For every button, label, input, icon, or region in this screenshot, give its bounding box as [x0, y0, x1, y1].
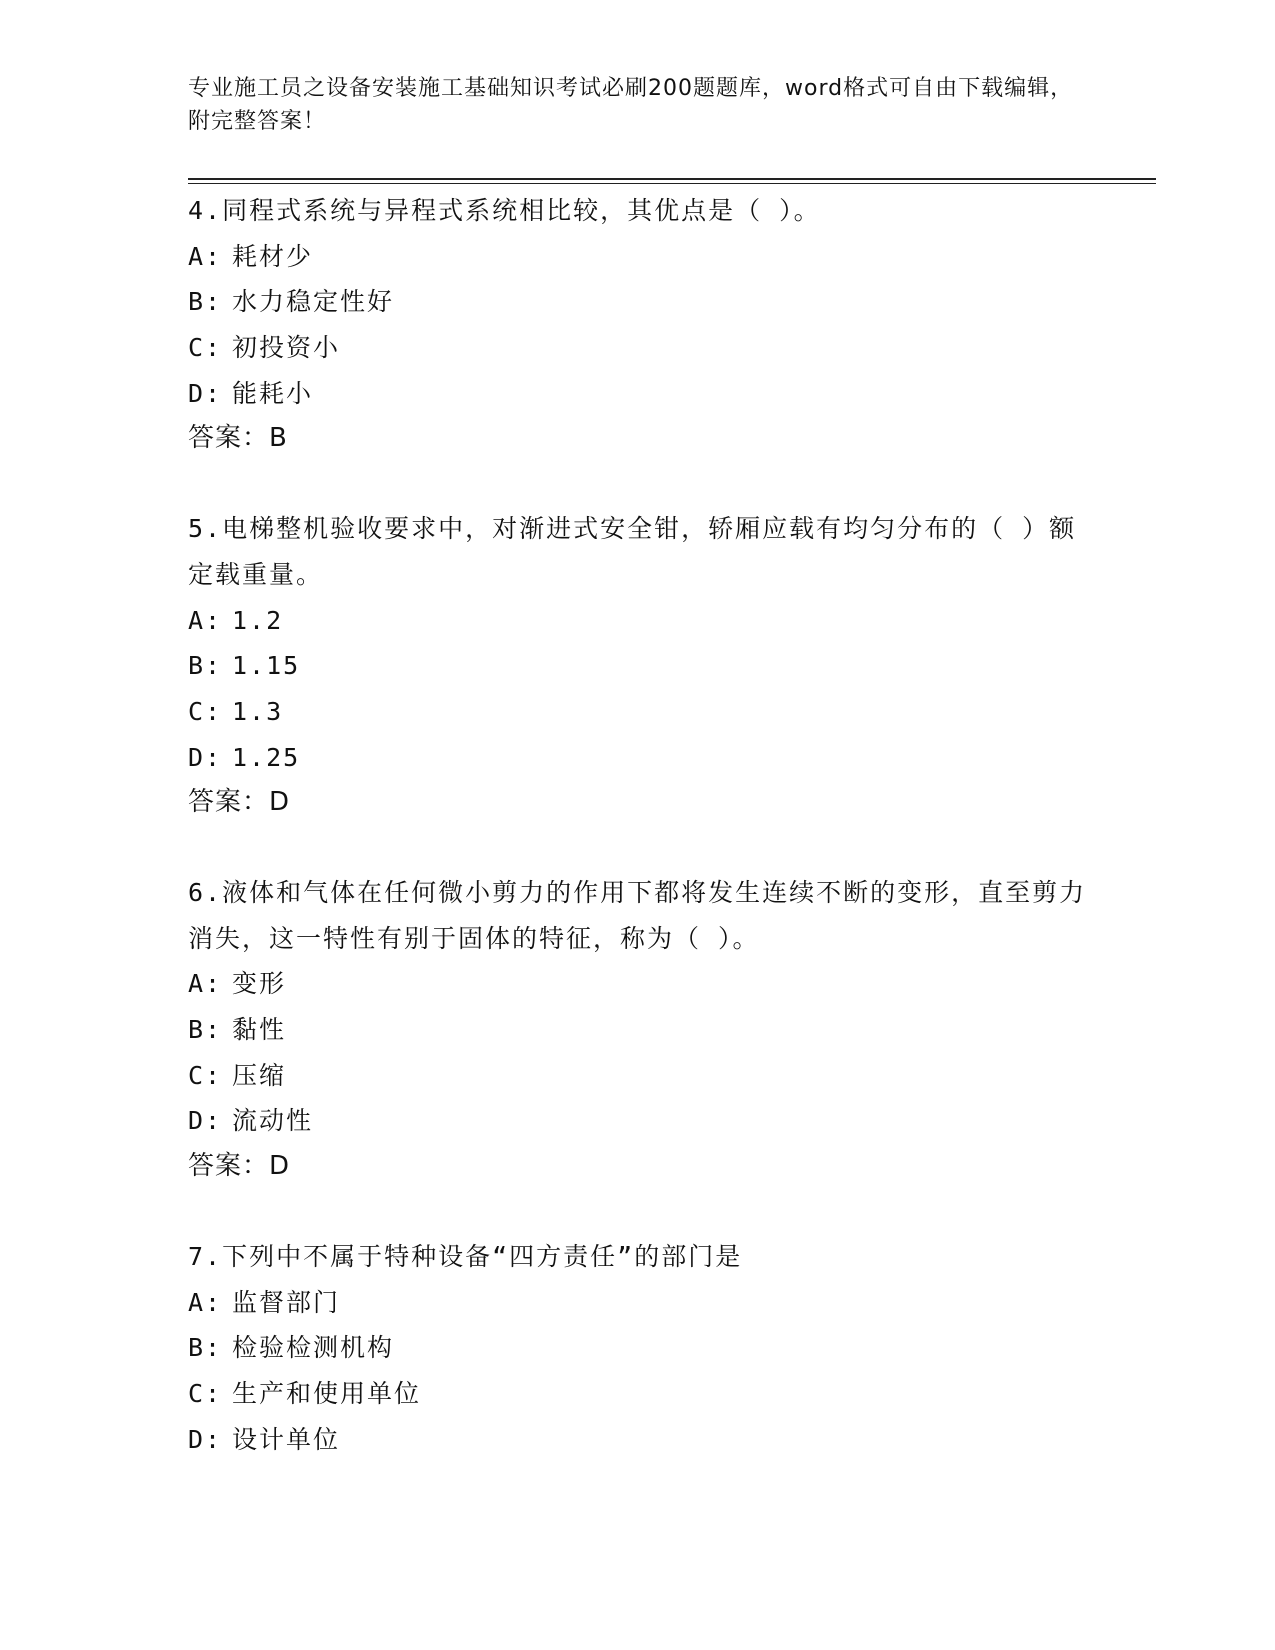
question-text: 4.同程式系统与异程式系统相比较，其优点是（ ）。 — [188, 196, 821, 225]
option-label: B: — [188, 1015, 223, 1045]
option-b — [188, 279, 1088, 325]
option-label: C: — [188, 1060, 223, 1090]
question-text: 6.液体和气体在任何微小剪力的作用下都将发生连续不断的变形，直至剪力消失，这一特性有别于固体的特征，称为（ ）。 — [188, 877, 1087, 953]
option-label: D: — [188, 1424, 223, 1454]
option-text: 生产和使用单位 — [232, 1378, 422, 1408]
option-text: 1.25 — [232, 742, 301, 772]
option-text: 流动性 — [232, 1106, 314, 1136]
option-d — [188, 371, 1088, 417]
option-label: C: — [188, 696, 223, 726]
question-text: 7.下列中不属于特种设备“四方责任”的部门是 — [188, 1241, 743, 1271]
option-label: C: — [188, 333, 223, 363]
answer-line: 答案：D — [188, 787, 291, 818]
option-c — [188, 325, 1088, 371]
option-b — [188, 1325, 1088, 1371]
option-c — [188, 689, 1088, 735]
option-a — [188, 234, 1088, 280]
question-block — [188, 1234, 1088, 1462]
question-list — [188, 188, 1088, 1506]
option-text: 黏性 — [232, 1015, 287, 1045]
question-block — [188, 506, 1088, 826]
option-d — [188, 735, 1088, 781]
option-label: B: — [188, 651, 223, 681]
option-label: A: — [188, 605, 223, 635]
option-b — [188, 643, 1088, 689]
option-text: 1.3 — [232, 696, 284, 726]
option-text: 水力稳定性好 — [232, 287, 395, 317]
option-b — [188, 1007, 1088, 1053]
option-text: 耗材少 — [232, 241, 314, 271]
header-divider-thick — [188, 178, 1156, 180]
option-label: B: — [188, 1333, 223, 1363]
question-text: 5.电梯整机验收要求中，对渐进式安全钳，轿厢应载有均匀分布的（ ）额定载重量。 — [188, 514, 1077, 589]
option-text: 变形 — [232, 969, 287, 999]
answer-line: 答案：D — [188, 1151, 291, 1182]
option-label: B: — [188, 287, 223, 317]
question-block — [188, 188, 1088, 462]
document-header: 专业施工员之设备安装施工基础知识考试必刷200题题库，word格式可自由下载编辑，附完整答案！ — [188, 76, 1074, 134]
option-text: 初投资小 — [232, 333, 341, 363]
header-divider-thin — [188, 183, 1156, 184]
question-block — [188, 870, 1088, 1190]
option-label: A: — [188, 1287, 223, 1317]
option-label: A: — [188, 969, 223, 999]
option-d — [188, 1417, 1088, 1463]
option-label: A: — [188, 241, 223, 271]
option-a — [188, 961, 1088, 1007]
option-c — [188, 1053, 1088, 1099]
option-a — [188, 1280, 1088, 1326]
option-label: C: — [188, 1378, 223, 1408]
option-label: D: — [188, 378, 223, 408]
option-text: 监督部门 — [232, 1287, 341, 1317]
option-label: D: — [188, 742, 223, 772]
option-d — [188, 1098, 1088, 1144]
answer-line: 答案：B — [188, 423, 288, 454]
option-text: 检验检测机构 — [232, 1333, 395, 1363]
option-c — [188, 1371, 1088, 1417]
option-a — [188, 598, 1088, 644]
option-text: 1.15 — [232, 651, 301, 681]
option-text: 能耗小 — [232, 378, 314, 408]
option-text: 1.2 — [232, 605, 284, 635]
option-text: 设计单位 — [232, 1424, 341, 1454]
option-text: 压缩 — [232, 1060, 287, 1090]
option-label: D: — [188, 1106, 223, 1136]
